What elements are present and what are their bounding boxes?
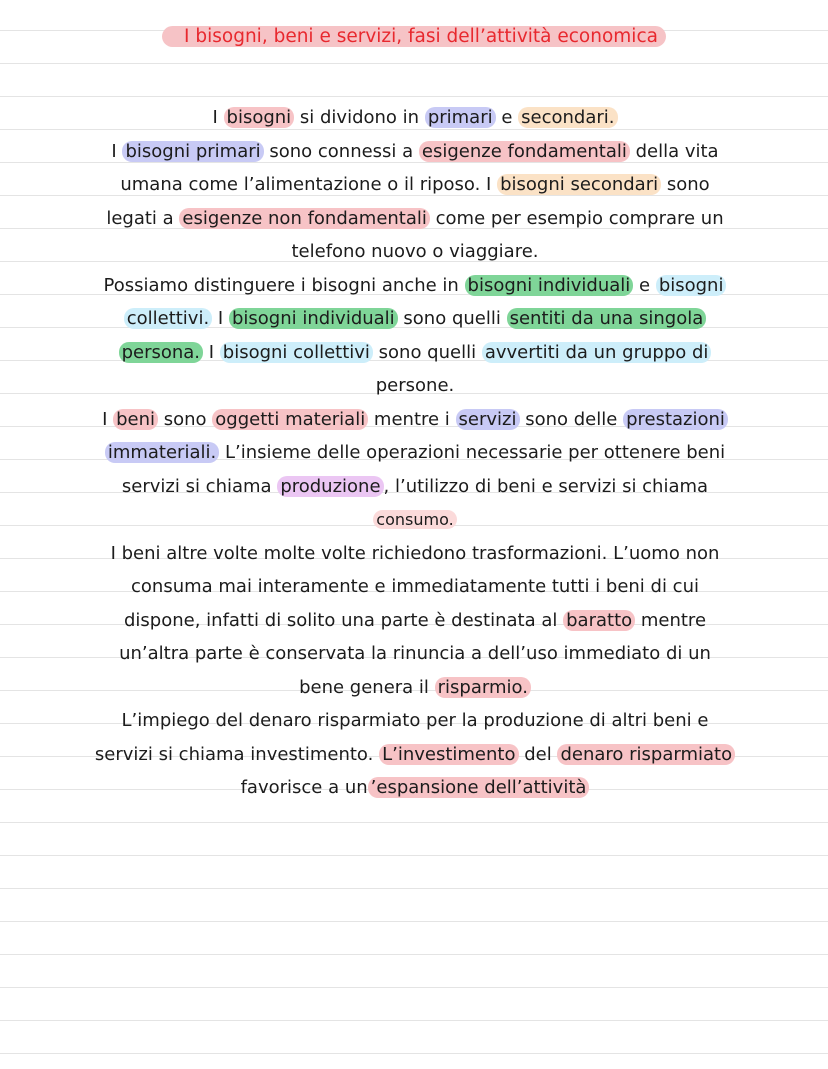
text-segment: I <box>212 107 224 128</box>
highlighted-term: persona. <box>119 342 203 363</box>
highlighted-term: L’investimento <box>379 744 518 765</box>
text-segment: e <box>633 274 656 296</box>
text-segment: sono <box>661 174 710 195</box>
text-line <box>40 269 790 303</box>
highlighted-term: bisogni <box>656 275 727 296</box>
text-line <box>40 168 790 202</box>
highlighted-term: avvertiti da un gruppo di <box>482 342 712 363</box>
text-segment: sono <box>158 408 213 430</box>
text-segment: sono quelli <box>397 308 507 329</box>
text-segment: mentre i <box>368 408 456 430</box>
highlighted-term: secondari. <box>518 107 617 128</box>
text-segment: favorisce a un <box>240 777 368 798</box>
text-segment: telefono nuovo o viaggiare. <box>291 241 539 262</box>
text-segment: sono connessi a <box>263 140 419 162</box>
text-segment: servizi si chiama investimento. <box>94 743 380 765</box>
text-line <box>40 369 790 403</box>
highlighted-term: esigenze non fondamentali <box>179 208 429 229</box>
highlighted-term: oggetti materiali <box>212 409 368 430</box>
text-line <box>40 637 790 671</box>
page-title <box>0 22 828 52</box>
text-segment: un’altra parte è conservata la rinuncia a dell’uso immediato di un <box>119 643 711 664</box>
text-segment: consuma mai interamente e immediatamente tutti i beni di cui <box>131 576 699 597</box>
highlighted-term: denaro risparmiato <box>557 744 735 765</box>
text-segment: I <box>102 408 114 430</box>
text-line <box>40 302 790 336</box>
highlighted-term: baratto <box>563 610 635 631</box>
text-line <box>40 202 790 236</box>
text-segment: L’impiego del denaro risparmiato per la produzione di altri beni e <box>121 710 709 731</box>
highlighted-term: bisogni primari <box>122 141 263 162</box>
highlighted-term: bisogni secondari <box>497 174 661 195</box>
text-line <box>40 101 790 135</box>
text-segment: dispone, infatti di solito una parte è destinata al <box>123 609 564 631</box>
highlighted-term: servizi <box>456 409 520 430</box>
highlighted-term: consumo. <box>373 510 456 529</box>
text-segment: si dividono in <box>294 107 425 128</box>
highlighted-term: ’espansione dell’attività <box>368 777 590 798</box>
highlighted-term: primari <box>425 107 496 128</box>
highlighted-term: risparmio. <box>435 677 531 698</box>
text-segment: , l’utilizzo di beni e servizi si chiama <box>383 475 709 497</box>
text-line <box>40 704 790 738</box>
highlighted-term: beni <box>113 409 158 430</box>
text-segment: L’insieme delle operazioni necessarie per ottenere beni <box>219 442 726 463</box>
text-segment: I beni altre volte molte volte richiedono trasformazioni. L’uomo non <box>110 542 720 564</box>
highlighted-term: bisogni <box>224 107 295 128</box>
text-line <box>40 336 790 370</box>
highlighted-term: bisogni collettivi <box>220 342 373 363</box>
text-segment: come per esempio comprare un <box>429 207 724 229</box>
highlighted-term: prestazioni <box>623 409 728 430</box>
text-segment: sono quelli <box>372 341 482 363</box>
text-line <box>40 671 790 705</box>
text-line <box>40 738 790 772</box>
text-segment: sono delle <box>519 408 624 430</box>
text-line <box>40 537 790 571</box>
text-segment: bene genera il <box>299 676 435 698</box>
text-segment: umana come l’alimentazione o il riposo. I <box>120 174 498 195</box>
text-line <box>40 570 790 604</box>
text-line <box>40 503 790 537</box>
highlighted-term: immateriali. <box>105 442 219 463</box>
highlighted-term: produzione <box>277 476 383 497</box>
text-line <box>40 135 790 169</box>
highlighted-term: esigenze fondamentali <box>419 141 630 162</box>
text-segment: I <box>111 140 123 162</box>
highlighted-term: bisogni individuali <box>229 308 398 329</box>
highlighted-term: sentiti da una singola <box>507 308 707 329</box>
text-line <box>40 771 790 805</box>
text-segment: mentre <box>635 609 707 631</box>
note-body <box>40 101 790 805</box>
text-line <box>40 604 790 638</box>
text-segment: persone. <box>375 375 455 396</box>
text-line <box>40 403 790 437</box>
text-segment: I <box>203 341 220 363</box>
text-segment: servizi si chiama <box>121 475 278 497</box>
highlighted-term: collettivi. <box>124 308 212 329</box>
text-line <box>40 235 790 269</box>
text-segment: del <box>518 743 558 765</box>
text-segment: e <box>495 107 519 128</box>
title-highlight: I bisogni, beni e servizi, fasi dell’attività economica <box>162 26 666 47</box>
text-line <box>40 470 790 504</box>
highlighted-term: bisogni individuali <box>465 275 634 296</box>
text-segment: legati a <box>106 207 180 229</box>
text-segment: Possiamo distinguere i bisogni anche in <box>103 274 465 296</box>
text-segment: della vita <box>629 140 719 162</box>
text-line <box>40 436 790 470</box>
text-segment: I <box>212 308 229 329</box>
